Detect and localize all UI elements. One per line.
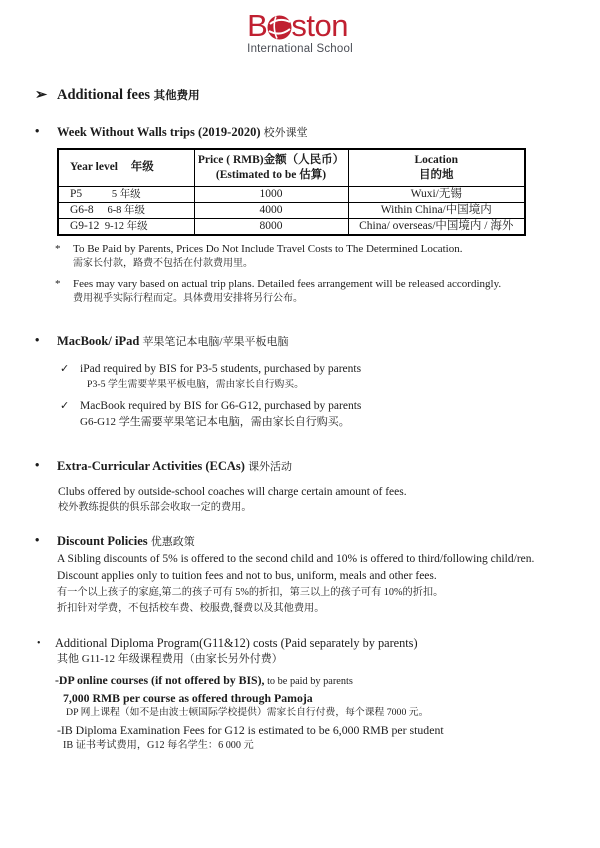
ecas-title-en: Extra-Curricular Activities (ECAs) — [57, 458, 245, 473]
ib-cn-line: IB 证书考试费用，G12 每名学生：6 000 元 — [63, 739, 254, 751]
device-item-cn: G6-G12 学生需要苹果笔记本电脑，需由家长自行购买。 — [80, 415, 350, 428]
page-title — [35, 87, 600, 104]
cell-price: 4000 — [194, 202, 348, 218]
page-title-cn: 其他费用 — [153, 90, 200, 102]
year-cn: 6-8 年级 — [107, 204, 146, 216]
device-item-en: iPad required by BIS for P3-5 students, purchased by parents — [80, 362, 362, 375]
year-en: G6-8 — [70, 203, 94, 216]
diploma-title-cn: 其他 G11-12 年级课程费用（由家长另外付费） — [57, 652, 283, 665]
cell-year-g912 — [58, 218, 194, 235]
cell-location: Wuxi/无锡 — [348, 186, 525, 202]
section-title-devices — [35, 333, 600, 349]
trip-note — [55, 277, 600, 306]
section-title-diploma — [37, 636, 600, 651]
year-en: P5 — [70, 187, 83, 200]
diploma-title-en: Additional Diploma Program(G11&12) costs (Paid separately by parents) — [55, 635, 418, 650]
trips-title-cn: 校外课堂 — [263, 127, 308, 139]
school-logo — [0, 0, 600, 57]
year-cn: 5 年级 — [111, 188, 141, 200]
cell-year-p5 — [58, 186, 194, 202]
column-header-year-level — [58, 149, 194, 186]
note-en: To Be Paid by Parents, Prices Do Not Include Travel Costs to The Determined Location. — [73, 242, 463, 255]
ecas-body-cn: 校外教练提供的俱乐部会收取一定的费用。 — [58, 501, 252, 513]
discount-line3: 有一个以上孩子的家庭,第二的孩子可有 5%的折扣，第三以上的孩子可有 10%的折扣。 — [57, 586, 444, 598]
location-header-cn: 目的地 — [419, 168, 454, 181]
ecas-body-en: Clubs offered by outside-school coaches will charge certain amount of fees. — [58, 485, 407, 498]
dp-price-line: 7,000 RMB per course as offered through Pamoja — [63, 690, 313, 705]
logo-wordmark — [247, 10, 353, 41]
section-title-ecas — [35, 458, 600, 474]
trips-title-en: Week Without Walls trips — [57, 125, 195, 139]
bullet-icon: • — [35, 532, 40, 547]
dp-cn-line: DP 网上课程（如不是由波士顿国际学校提供）需家长自行付费，每个课程 7000 元。 — [66, 706, 429, 718]
devices-title-en: MacBook/ iPad — [57, 333, 140, 348]
column-header-location — [348, 149, 525, 186]
bullet-icon: • — [35, 124, 40, 138]
device-item-en: MacBook required by BIS for G6-G12, purchased by parents — [80, 399, 362, 412]
checkmark-icon: ✓ — [60, 362, 70, 375]
table-header-row — [58, 149, 525, 186]
logo-subtitle: International School — [247, 43, 353, 55]
price-header-line1: Price ( RMB)金额（人民币） — [197, 153, 345, 166]
note-cn: 需家长付款，路费不包括在付款费用里。 — [73, 257, 253, 269]
table-row — [58, 186, 525, 202]
trip-note — [55, 242, 600, 271]
trip-fees-table — [57, 148, 526, 236]
discount-line2: Discount applies only to tuition fees and not to bus, uniform, meals and other fees. — [57, 569, 437, 582]
arrow-bullet-icon: ➢ — [35, 87, 48, 103]
asterisk-icon: * — [55, 242, 61, 255]
dp-courses-tail: to be paid by parents — [264, 675, 353, 687]
bullet-icon: • — [35, 457, 40, 472]
globe-icon — [267, 15, 292, 40]
bullet-icon: • — [37, 637, 41, 649]
discount-line1: A Sibling discounts of 5% is offered to the second child and 10% is offered to third/following child/ren. — [57, 552, 535, 565]
note-en: Fees may vary based on actual trip plans. Detailed fees arrangement will be released accordingly. — [73, 277, 502, 290]
device-item-cn: P3-5 学生需要苹果平板电脑，需由家长自行购买。 — [87, 378, 304, 390]
devices-title-cn: 苹果笔记本电脑/苹果平板电脑 — [142, 335, 289, 348]
cell-price: 8000 — [194, 218, 348, 235]
cell-price: 1000 — [194, 186, 348, 202]
column-header-price — [194, 149, 348, 186]
table-row — [58, 218, 525, 235]
year-en: G9-12 — [70, 219, 100, 232]
year-header-en: Year level — [70, 161, 119, 174]
discount-line4: 折扣针对学费，不包括校车费、校服费,餐费以及其他费用。 — [57, 602, 325, 614]
cell-year-g68 — [58, 202, 194, 218]
section-title-trips — [35, 124, 600, 140]
ecas-title-cn: 课外活动 — [248, 460, 293, 473]
location-header-en: Location — [414, 153, 458, 166]
checkmark-icon: ✓ — [60, 399, 70, 412]
cell-location: China/ overseas/中国境内 / 海外 — [348, 218, 525, 235]
bullet-icon: • — [35, 332, 40, 347]
year-cn: 9-12 年级 — [104, 220, 148, 232]
cell-location: Within China/中国境内 — [348, 202, 525, 218]
device-item-macbook — [60, 399, 600, 430]
year-header-cn: 年级 — [130, 161, 154, 174]
discount-title-cn: 优惠政策 — [150, 535, 195, 548]
dp-courses-lead: -DP online courses (if not offered by BIS), — [55, 672, 265, 687]
page-title-en: Additional fees — [57, 87, 151, 103]
table-row — [58, 202, 525, 218]
logo-text-suffix: ston — [291, 8, 348, 43]
logo-text-prefix: B — [247, 8, 268, 43]
dp-courses-line — [55, 673, 600, 689]
discount-title-en: Discount Policies — [57, 533, 148, 548]
section-title-discount — [35, 533, 600, 549]
asterisk-icon: * — [55, 277, 61, 290]
note-cn: 费用视乎实际行程而定。具体费用安排将另行公布。 — [73, 292, 303, 304]
device-item-ipad — [60, 362, 600, 392]
trips-title-year: (2019-2020) — [194, 125, 261, 139]
ib-fee-line: -IB Diploma Examination Fees for G12 is estimated to be 6,000 RMB per student — [57, 722, 444, 737]
price-header-line2: (Estimated to be 估算) — [215, 168, 327, 181]
